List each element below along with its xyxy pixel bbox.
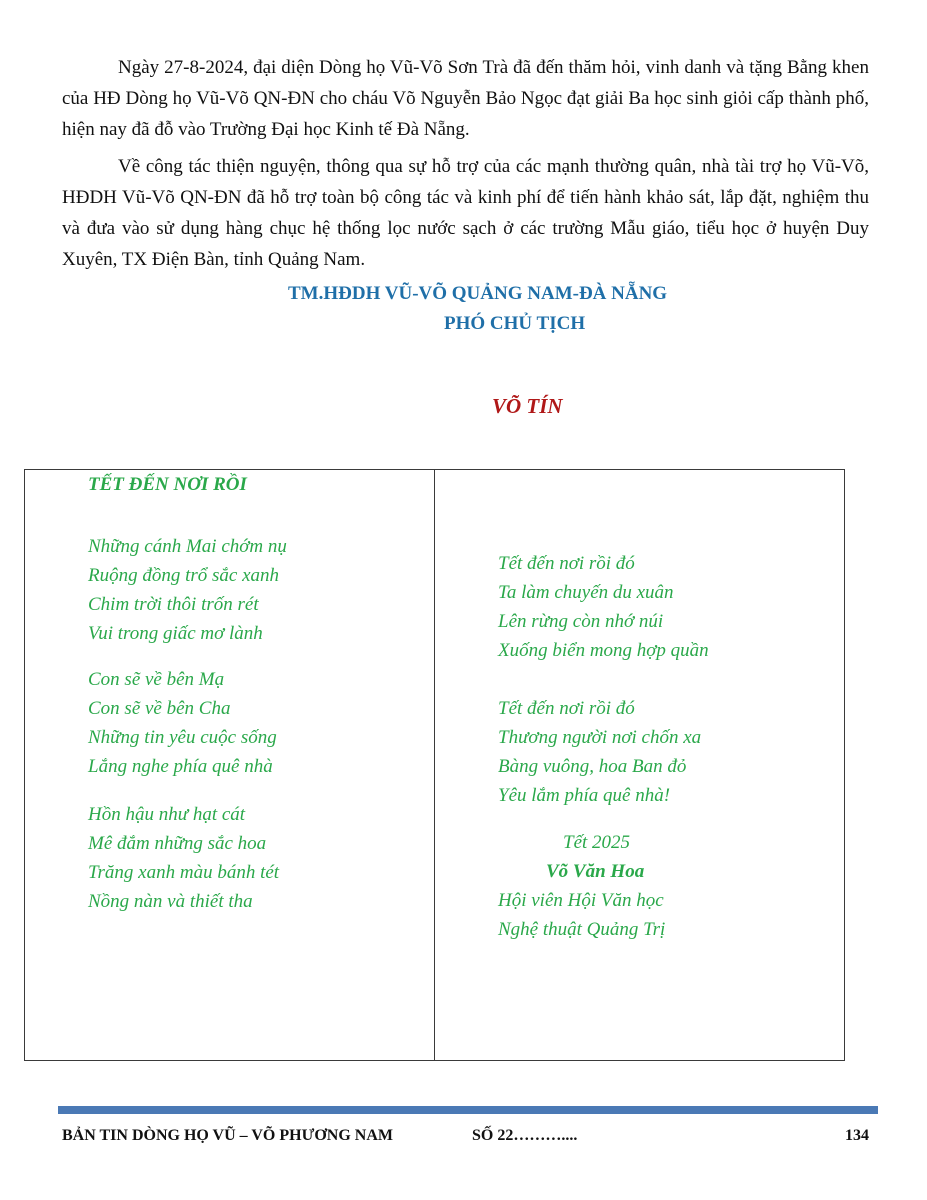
poem-line: Vui trong giấc mơ lành xyxy=(88,623,263,644)
poem-line: Trăng xanh màu bánh tét xyxy=(88,862,280,883)
poem-author: Võ Văn Hoa xyxy=(546,861,645,882)
poem-line: Thương người nơi chốn xa xyxy=(498,727,702,748)
poem-line: Yêu lắm phía quê nhà! xyxy=(498,785,671,806)
poem-line: Con sẽ về bên Cha xyxy=(88,698,231,719)
poem-line: Nồng nàn và thiết tha xyxy=(88,891,253,912)
signature-role: PHÓ CHỦ TỊCH xyxy=(444,313,586,334)
poem-stanza-left-1 xyxy=(88,532,287,648)
poem-stanza-left-2 xyxy=(88,665,277,781)
footer-publication-title: BẢN TIN DÒNG HỌ VŨ – VÕ PHƯƠNG NAM xyxy=(62,1127,393,1144)
affiliation-line: Nghệ thuật Quảng Trị xyxy=(498,919,666,940)
poem-line: Những tin yêu cuộc sống xyxy=(88,727,277,748)
article-paragraph-2: Về công tác thiện nguyện, thông qua sự hỗ trợ của các mạnh thường quân, nhà tài trợ họ Vũ-Võ, HĐDH Vũ-Võ QN-ĐN đã hỗ trợ toàn bộ công tác và kinh phí để tiến hành khảo sát, lắp đặt, nghiệm thu và đưa vào sử dụng hàng chục hệ thống lọc nước sạch ở các trường Mẫu giáo, tiểu học ở huyện Duy Xuyên, TX Điện Bàn, tỉnh Quảng Nam. xyxy=(62,156,869,270)
poem-line: Ruộng đồng trổ sắc xanh xyxy=(88,565,280,586)
footer-page-number: 134 xyxy=(845,1127,869,1144)
poem-stanza-right-1 xyxy=(498,549,709,665)
footer-issue-number: SỐ 22……….... xyxy=(472,1127,578,1144)
poem-line: Chim trời thôi trốn rét xyxy=(88,594,259,615)
article-paragraph-1: Ngày 27-8-2024, đại diện Dòng họ Vũ-Võ Sơn Trà đã đến thăm hỏi, vinh danh và tặng Bằng khen của HĐ Dòng họ Vũ-Võ QN-ĐN cho cháu Võ Nguyễn Bảo Ngọc đạt giải Ba học sinh giỏi cấp thành phố, hiện nay đã đỗ vào Trường Đại học Kinh tế Đà Nẵng. xyxy=(62,57,869,140)
poem-date: Tết 2025 xyxy=(563,832,631,853)
poem-line: Con sẽ về bên Mạ xyxy=(88,669,225,690)
poem-stanza-right-2 xyxy=(498,694,701,810)
footer-rule xyxy=(58,1106,878,1114)
poem-line: Lên rừng còn nhớ núi xyxy=(498,611,664,632)
poem-stanza-left-3 xyxy=(88,800,279,916)
poem-line: Xuống biển mong hợp quần xyxy=(498,640,709,661)
poem-line: Lắng nghe phía quê nhà xyxy=(88,756,273,777)
poem-column-divider xyxy=(434,469,435,1061)
poem-line: Bàng vuông, hoa Ban đỏ xyxy=(498,756,687,777)
poem-line: Tết đến nơi rồi đó xyxy=(498,553,635,574)
poem-line: Ta làm chuyến du xuân xyxy=(498,582,674,603)
poem-line: Tết đến nơi rồi đó xyxy=(498,698,635,719)
poem-line: Mê đắm những sắc hoa xyxy=(88,833,267,854)
poem-title: TẾT ĐẾN NƠI RỒI xyxy=(88,474,247,495)
poem-author-affiliation xyxy=(498,886,665,944)
signature-organization: TM.HĐDH VŨ-VÕ QUẢNG NAM-ĐÀ NẴNG xyxy=(288,283,668,304)
poem-line: Những cánh Mai chớm nụ xyxy=(88,536,287,557)
signature-name: VÕ TÍN xyxy=(492,394,563,418)
affiliation-line: Hội viên Hội Văn học xyxy=(498,890,664,911)
poem-line: Hồn hậu như hạt cát xyxy=(88,804,246,825)
